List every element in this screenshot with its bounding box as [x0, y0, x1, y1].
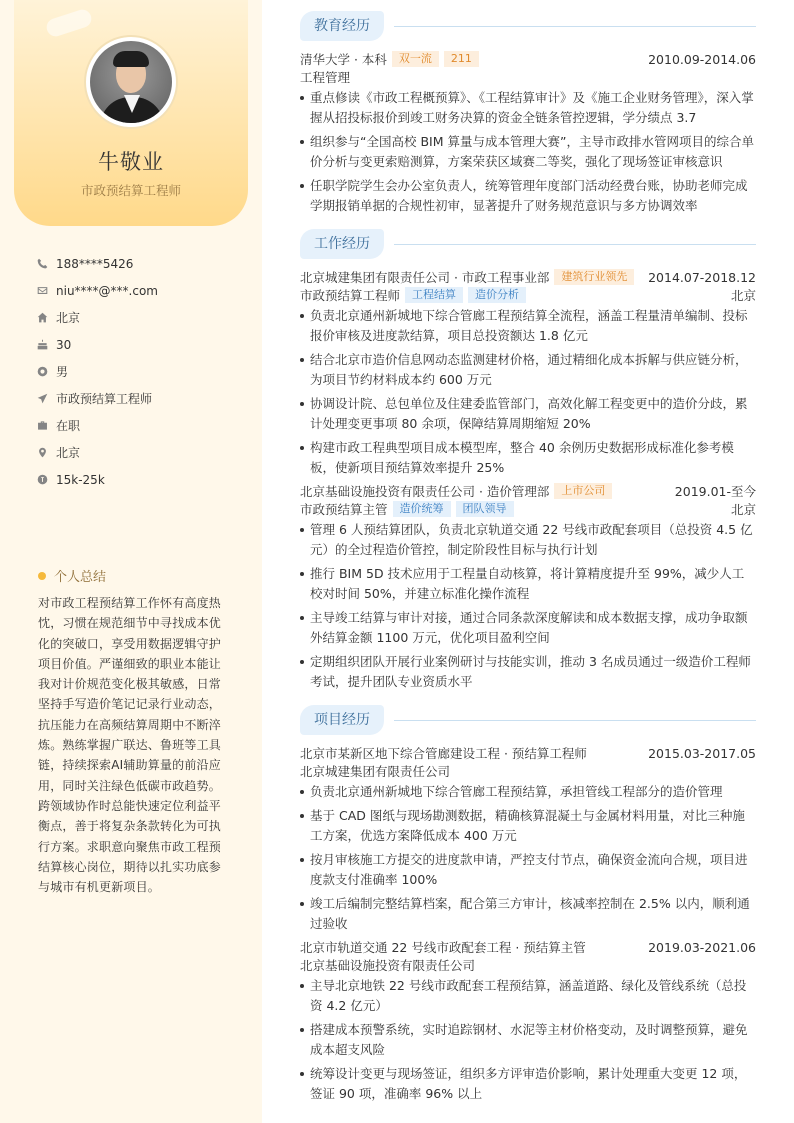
project-name-row [300, 744, 756, 762]
job-position: 市政预结算工程师 [300, 288, 401, 303]
contact-item [36, 439, 246, 466]
bullet-item: 任职学院学生会办公室负责人，统筹管理年度部门活动经费台账，协助老师完成学期报销单据的合规性初审，显著提升了财务规范意识与多方协调效率 [300, 176, 756, 216]
cake-icon [36, 339, 48, 351]
bullet-item: 按月审核施工方提交的进度款申请，严控支付节点，确保资金流向合规，项目进度款支付准确率 100% [300, 850, 756, 890]
avatar-photo [90, 41, 172, 123]
education-tag: 211 [444, 51, 479, 67]
section-header [300, 10, 756, 42]
project-date: 2015.03-2017.05 [648, 745, 756, 761]
job-bullets [300, 520, 756, 692]
bullet-dot-icon [38, 572, 46, 580]
summary-heading-text: 个人总结 [54, 570, 107, 585]
job-bullets [300, 306, 756, 478]
contact-item [36, 358, 246, 385]
contact-text: 在职 [56, 419, 81, 433]
contact-text: 15k-25k [56, 472, 105, 487]
company-tag: 上市公司 [554, 483, 612, 499]
contact-text: 市政预结算工程师 [56, 392, 153, 406]
job-position-group [300, 500, 514, 518]
education-major-row [300, 68, 756, 86]
section-header [300, 704, 756, 736]
project-section [300, 704, 756, 1104]
contact-list [36, 250, 246, 493]
education-major: 工程管理 [300, 70, 351, 85]
bullet-item: 负责北京通州新城地下综合管廊工程预结算全流程，涵盖工程量清单编制、投标报价审核及进度款结算，项目总投资额达 1.8 亿元 [300, 306, 756, 346]
job-date: 2014.07-2018.12 [648, 269, 756, 285]
bullet-item: 组织参与“全国高校 BIM 算量与成本管理大赛”，主导市政排水管网项目的综合单价分析与变更索赔测算，方案荣获区域赛二等奖，强化了现场签证审核意识 [300, 132, 756, 172]
job-position-group [300, 286, 526, 304]
job-city: 北京 [730, 288, 756, 303]
education-school-group [300, 50, 479, 68]
bullet-item: 竣工后编制完整结算档案，配合第三方审计，核减率控制在 2.5% 以内，顺利通过验收 [300, 894, 756, 934]
company-tag: 建筑行业领先 [554, 269, 634, 285]
sidebar [0, 0, 262, 1123]
contact-text: 30 [56, 337, 72, 352]
contact-item [36, 277, 246, 304]
section-title: 项目经历 [300, 705, 384, 735]
job-company: 北京基础设施投资有限责任公司 · 造价管理部 [300, 484, 550, 499]
contact-text: 男 [56, 365, 69, 379]
salary-icon [36, 474, 48, 486]
project-name: 北京市某新区地下综合管廊建设工程 · 预结算工程师 [300, 746, 587, 761]
job-company-group [300, 482, 612, 500]
work-section [300, 228, 756, 692]
education-school: 清华大学 · 本科 [300, 52, 387, 67]
bullet-item: 推行 BIM 5D 技术应用于工程量自动核算，将计算精度提升至 99%，减少人工校对时间 50%，并建立标准化操作流程 [300, 564, 756, 604]
project-org-row [300, 762, 756, 780]
contact-text: 北京 [56, 446, 81, 460]
candidate-name: 牛敬业 [98, 150, 164, 174]
gender-icon [36, 366, 48, 378]
job-company: 北京城建集团有限责任公司 · 市政工程事业部 [300, 270, 550, 285]
job-company-row [300, 268, 756, 286]
skill-tag: 团队领导 [456, 501, 514, 517]
project-org-row [300, 956, 756, 974]
bullet-item: 构建市政工程典型项目成本模型库，整合 40 余例历史数据形成标准化参考模板，使新项目预结算效率提升 25% [300, 438, 756, 478]
skill-tag: 造价统筹 [393, 501, 451, 517]
education-section [300, 10, 756, 216]
job-date: 2019.01-至今 [674, 484, 756, 499]
section-divider [394, 244, 756, 245]
contact-text: 北京 [56, 311, 81, 325]
bullet-item: 协调设计院、总包单位及住建委监管部门，高效化解工程变更中的造价分歧，累计处理变更事项 80 余项，保障结算周期缩短 20% [300, 394, 756, 434]
bullet-item: 基于 CAD 图纸与现场勘测数据，精确核算混凝土与金属材料用量，对比三种施工方案，优选方案降低成本 400 万元 [300, 806, 756, 846]
job-position-row [300, 500, 756, 518]
project-name: 北京市轨道交通 22 号线市政配套工程 · 预结算主管 [300, 940, 586, 955]
skill-tag: 造价分析 [468, 287, 526, 303]
bullet-item: 搭建成本预警系统，实时追踪钢材、水泥等主材价格变动，及时调整预算，避免成本超支风险 [300, 1020, 756, 1060]
contact-item [36, 304, 246, 331]
main-content [300, 10, 756, 1116]
bullet-item: 管理 6 人预结算团队，负责北京轨道交通 22 号线市政配套项目（总投资 4.5 亿元）的全过程造价管控，制定阶段性目标与执行计划 [300, 520, 756, 560]
project-list [300, 744, 756, 1104]
home-icon [36, 312, 48, 324]
avatar-hair [113, 51, 149, 67]
work-list [300, 268, 756, 692]
candidate-title: 市政预结算工程师 [80, 183, 181, 198]
bullet-item: 主导北京地铁 22 号线市政配套工程预结算，涵盖道路、绿化及管线系统（总投资 4.2 亿元） [300, 976, 756, 1016]
education-date: 2010.09-2014.06 [648, 51, 756, 67]
job-position-row [300, 286, 756, 304]
job-city: 北京 [730, 502, 756, 517]
avatar [84, 35, 178, 129]
contact-item [36, 250, 246, 277]
mail-icon [36, 285, 48, 297]
bullet-item: 结合北京市造价信息网动态监测建材价格，通过精细化成本拆解与供应链分析，为项目节约材料成本约 600 万元 [300, 350, 756, 390]
contact-item [36, 385, 246, 412]
project-org: 北京城建集团有限责任公司 [300, 764, 451, 779]
bullet-item: 定期组织团队开展行业案例研讨与技能实训，推动 3 名成员通过一级造价工程师考试，提升团队专业资质水平 [300, 652, 756, 692]
contact-item [36, 331, 246, 358]
phone-icon [36, 258, 48, 270]
job-company-row [300, 482, 756, 500]
contact-text: niu****@***.com [56, 283, 158, 298]
section-divider [394, 720, 756, 721]
decorative-shape [44, 7, 93, 38]
section-header [300, 228, 756, 260]
project-bullets [300, 782, 756, 934]
summary-text: 对市政工程预结算工作怀有高度热忱，习惯在规范细节中寻找成本优化的突破口，享受用数据逻辑守护项目价值。严谨细致的职业本能让我对计价规范变化极其敏感，日常坚持手写造价笔记记录行业动态，抗压能力在高频结算周期中不断淬炼。熟练掌握广联达、鲁班等工具链，持续探索AI辅助算量的前沿应用，同时关注绿色低碳市政趋势。跨领域协作时总能快速定位利益平衡点，善于将复杂条款转化为可执行方案。求职意向聚焦市政工程预结算核心岗位，期待以扎实功底参与城市有机更新项目。 [38, 596, 222, 895]
project-date: 2019.03-2021.06 [648, 939, 756, 955]
send-icon [36, 393, 48, 405]
contact-item [36, 466, 246, 493]
project-bullets [300, 976, 756, 1104]
education-row [300, 50, 756, 68]
project-name-row [300, 938, 756, 956]
education-bullets [300, 88, 756, 216]
project-org: 北京基础设施投资有限责任公司 [300, 958, 476, 973]
section-title: 教育经历 [300, 11, 384, 41]
bullet-item: 负责北京通州新城地下综合管廊工程预结算，承担管线工程部分的造价管理 [300, 782, 756, 802]
education-tag: 双一流 [392, 51, 439, 67]
contact-item [36, 412, 246, 439]
job-company-group [300, 268, 634, 286]
location-pin-icon [36, 447, 48, 459]
section-title: 工作经历 [300, 229, 384, 259]
skill-tag: 工程结算 [405, 287, 463, 303]
briefcase-icon [36, 420, 48, 432]
bullet-item: 重点修读《市政工程概预算》、《工程结算审计》及《施工企业财务管理》，深入掌握从招投标报价到竣工财务决算的资金全链条管控逻辑，学分绩点 3.7 [300, 88, 756, 128]
section-divider [394, 26, 756, 27]
job-position: 市政预结算主管 [300, 502, 388, 517]
bullet-item: 统筹设计变更与现场签证，组织多方评审造价影响，累计处理重大变更 12 项，签证 90 项，准确率 96% 以上 [300, 1064, 756, 1104]
bullet-item: 主导竣工结算与审计对接，通过合同条款深度解读和成本数据支撑，成功争取额外结算金额 1100 万元，优化项目盈利空间 [300, 608, 756, 648]
contact-text: 188****5426 [56, 256, 134, 271]
summary-heading [38, 566, 106, 585]
